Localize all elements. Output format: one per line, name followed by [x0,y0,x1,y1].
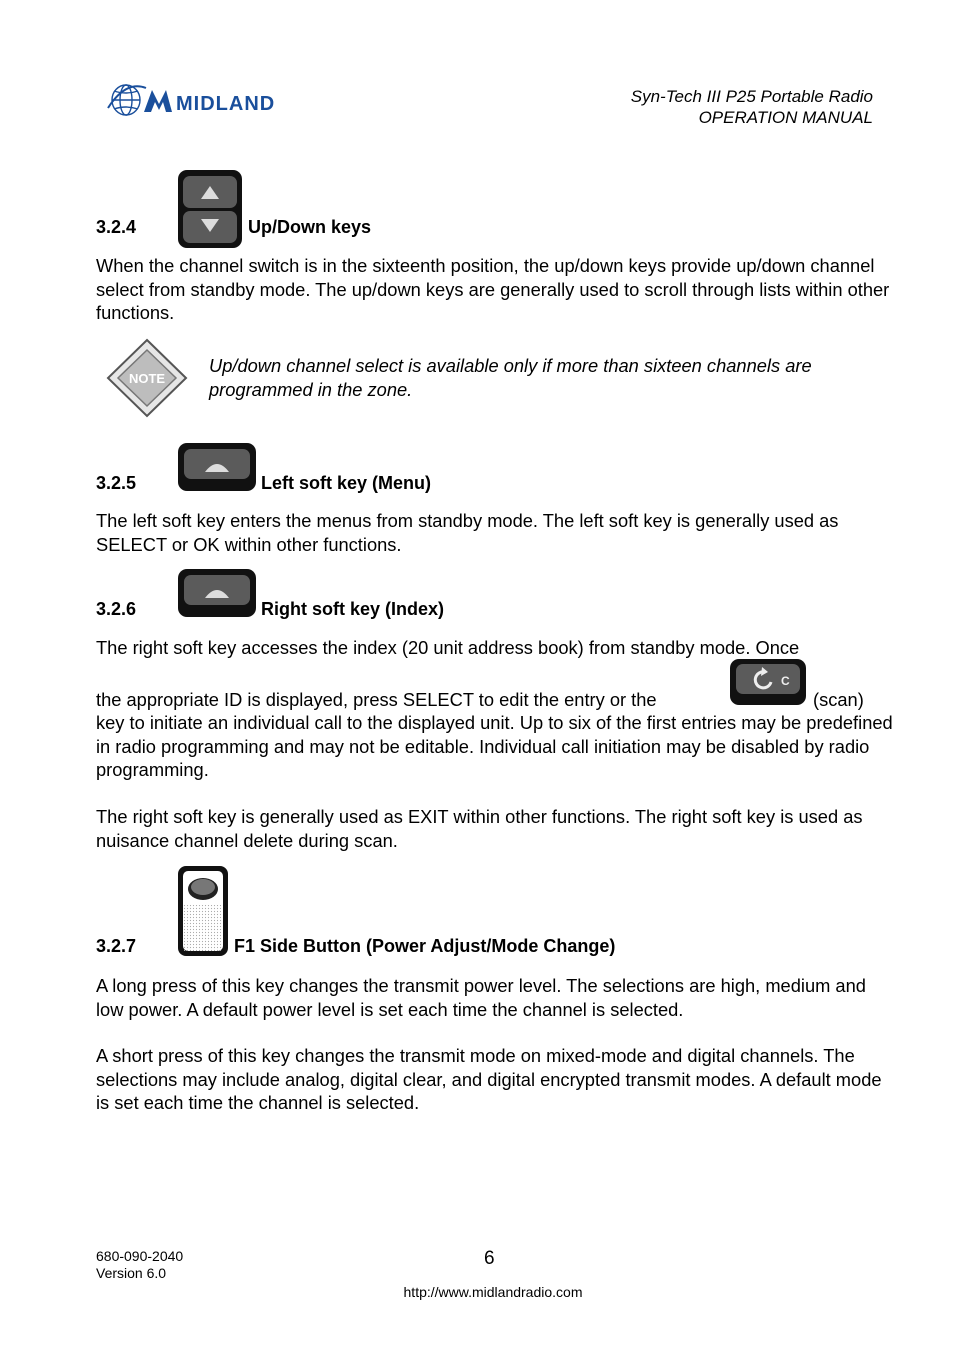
footer-url[interactable]: http://www.midlandradio.com [403,1284,583,1300]
up-down-key-icon [177,169,243,249]
doc-version: Version 6.0 [96,1265,167,1281]
left-soft-key-icon [177,442,257,492]
section-title: Right soft key (Index) [261,599,445,619]
note-text: Up/down channel select is available only if more than sixteen channels are programmed in the zone. [209,355,812,400]
paragraph: The left soft key enters the menus from standby mode. The left soft key is generally used as SELECT or OK within other functions. [96,510,839,555]
document-header [631,86,873,128]
section-title: Left soft key (Menu) [261,473,432,493]
side-button-icon [177,865,231,957]
paragraph-line: The right soft key accesses the index (20 unit address book) from standby mode. Once [96,637,800,658]
logo-text: MIDLAND [176,93,276,115]
svg-text:C: C [781,674,790,688]
right-soft-key-icon [177,568,257,618]
section-title: Up/Down keys [248,217,372,237]
page-number: 6 [484,1248,495,1269]
scan-key-icon [729,658,807,706]
note-icon [106,338,188,418]
section-title: F1 Side Button (Power Adjust/Mode Change) [234,936,616,956]
paragraph-line: (scan) [813,689,864,710]
paragraph: A long press of this key changes the transmit power level. The selections are high, medium and low power. A default power level is set each time the channel is selected. [96,975,866,1020]
paragraph: A short press of this key changes the transmit mode on mixed-mode and digital channels. The selections may include analog, digital clear, and digital encrypted transmit modes. A default mode is set each time the channel is selected. [96,1045,882,1113]
section-number: 3.2.5 [96,473,137,493]
doc-number: 680-090-2040 [96,1248,184,1264]
paragraph: The right soft key is generally used as EXIT within other functions. The right soft key is used as nuisance channel delete during scan. [96,806,863,851]
section-number: 3.2.4 [96,217,137,237]
section-number: 3.2.6 [96,599,137,619]
paragraph: key to initiate an individual call to the displayed unit. Up to six of the first entries may be predefined in radio programming and may not be editable. Individual call initiation may be disabled by radio programming. [96,712,893,780]
note-label: NOTE [128,371,166,386]
section-number: 3.2.7 [96,936,137,956]
footer-doc-info [96,1248,183,1282]
manual-title: Syn-Tech III P25 Portable Radio [630,87,873,106]
midland-logo [106,78,302,122]
paragraph-line: the appropriate ID is displayed, press SELECT to edit the entry or the [96,689,657,710]
paragraph: When the channel switch is in the sixteenth position, the up/down keys provide up/down channel select from standby mode. The up/down keys are generally used to scroll through lists within other functions. [96,255,890,323]
manual-subtitle: OPERATION MANUAL [698,108,873,127]
